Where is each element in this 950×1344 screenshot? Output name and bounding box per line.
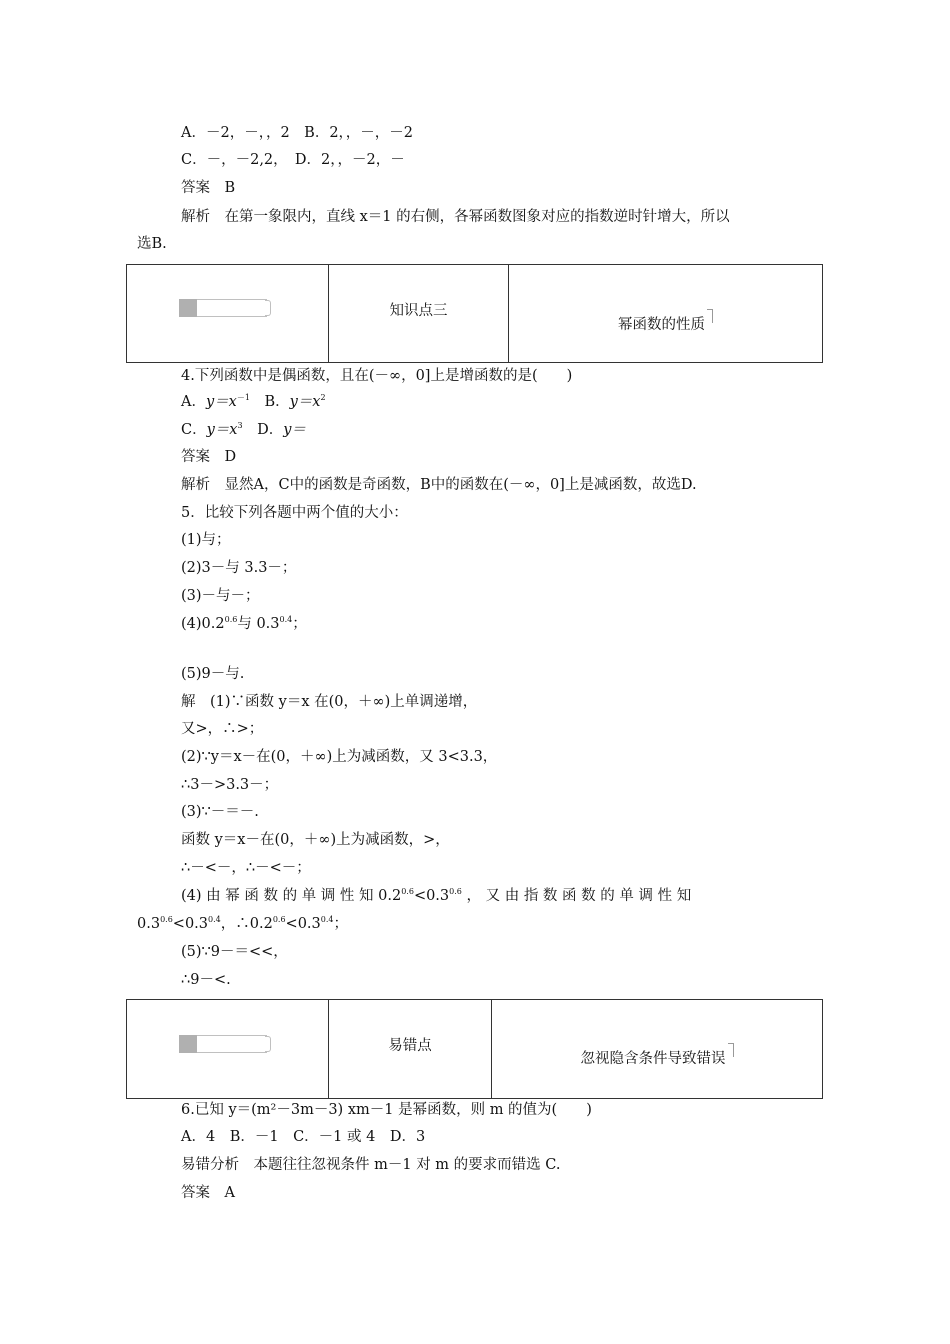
- q5-sol-7: ∴－<－，∴－<－；: [181, 860, 311, 876]
- q3-options-ab: A．－2，－，，2 B．2，，－，－2: [181, 125, 414, 141]
- q3-options-cd: C．－，－2,2， D．2，，－2，－: [181, 152, 405, 168]
- q4-c-prefix: C．: [181, 422, 207, 438]
- q6-stem: 6.已知 y＝(m²－3m－3) xm－1 是幂函数，则 m 的值为( ): [181, 1102, 592, 1118]
- section-label-cell: [329, 265, 509, 362]
- q5-s9-e3: 0.6: [272, 915, 286, 924]
- q5-s9-b: <0.3: [172, 916, 209, 932]
- corner-bracket-icon: [707, 309, 713, 323]
- section-tag-cell: [127, 265, 329, 362]
- q4-analysis: 解析 显然A，C中的函数是奇函数，B中的函数在(－∞，0]上是减函数，故选D.: [181, 477, 697, 493]
- q5-s8-a: (4) 由 幂 函 数 的 单 调 性 知 0.2: [181, 888, 402, 904]
- q5-s9-e: ；: [333, 916, 348, 932]
- q5-part4: [181, 614, 307, 634]
- section-tag-graphic: [179, 299, 273, 317]
- corner-bracket-icon: [728, 1043, 734, 1057]
- q5-part5: (5)9－与.: [181, 666, 245, 682]
- q5-sol-4: ∴3－>3.3－；: [181, 777, 279, 793]
- q5-s9-e2: 0.4: [208, 915, 221, 924]
- q5-sol-11: ∴9－<.: [181, 972, 231, 988]
- q5-s8-b: <0.3: [413, 888, 450, 904]
- q4-c-exp: 3: [237, 421, 243, 430]
- q5-sol-8: [181, 886, 691, 906]
- q4-a-expr: y＝x: [205, 394, 237, 410]
- section-title-wrap: [492, 1043, 822, 1068]
- q5-s9-e1: 0.6: [160, 915, 173, 924]
- section-header-knowledge-3: [126, 264, 823, 363]
- q5-s9-e4: 0.4: [320, 915, 334, 924]
- section-title: 幂函数的性质: [618, 317, 705, 333]
- q4-d-expr: y＝: [283, 422, 306, 438]
- q5-sol-9: [137, 914, 348, 934]
- section-title-wrap: [509, 309, 822, 334]
- q5-s8-e1: 0.6: [401, 887, 414, 896]
- q5-p4-e2: 0.4: [279, 615, 293, 624]
- section-title-cell: [509, 265, 822, 362]
- q5-p4-e1: 0.6: [224, 615, 238, 624]
- q6-options: A．4 B．－1 C．－1 或 4 D．3: [181, 1129, 426, 1145]
- q5-part1: (1)与；: [181, 532, 231, 548]
- q4-options-cd: [181, 420, 306, 440]
- q5-p4-b: 与 0.3: [237, 616, 280, 632]
- q5-stem: 5．比较下列各题中两个值的大小：: [181, 505, 408, 521]
- section-title: 忽视隐含条件导致错误: [580, 1051, 726, 1067]
- q5-s9-c: ，∴0.2: [220, 916, 273, 932]
- q5-sol-5: (3)∵－＝－.: [181, 804, 259, 820]
- q4-c-expr: y＝x: [206, 422, 238, 438]
- q3-analysis-line2: 选B.: [137, 236, 167, 252]
- q5-s9-a: 0.3: [137, 916, 161, 932]
- q5-p4-a: (4)0.2: [181, 616, 225, 632]
- q4-options-ab: [181, 392, 326, 412]
- section-label: 知识点三: [389, 303, 448, 319]
- q3-analysis-line1: 解析 在第一象限内，直线 x＝1 的右侧，各幂函数图象对应的指数逆时针增大，所以: [181, 209, 730, 225]
- q5-sol-2: 又>，∴>；: [181, 721, 264, 737]
- q4-d-prefix: D．: [242, 422, 284, 438]
- section-tag-cell: [127, 1000, 329, 1098]
- q5-s8-c: ， 又 由 指 数 函 数 的 单 调 性 知: [461, 888, 692, 904]
- section-label-cell: [329, 1000, 492, 1098]
- q5-sol-3: (2)∵y＝x－在(0，＋∞)上为减函数，又 3<3.3，: [181, 749, 498, 765]
- q4-answer: 答案 D: [181, 449, 237, 465]
- q5-s8-e2: 0.6: [449, 887, 462, 896]
- q6-analysis: 易错分析 本题往往忽视条件 m－1 对 m 的要求而错选 C.: [181, 1157, 561, 1173]
- section-label: 易错点: [388, 1038, 432, 1054]
- q3-answer: 答案 B: [181, 180, 236, 196]
- q5-p4-c: ；: [292, 616, 307, 632]
- q4-b-exp: 2: [320, 393, 326, 402]
- q4-stem: 4.下列函数中是偶函数，且在(－∞，0]上是增函数的是( ): [181, 368, 573, 384]
- q5-part2: (2)3－与 3.3－；: [181, 560, 297, 576]
- q6-answer: 答案 A: [181, 1185, 235, 1201]
- q4-a-exp: －1: [236, 393, 250, 402]
- q5-part3: (3)－与－；: [181, 588, 260, 604]
- section-header-error-prone: [126, 999, 823, 1099]
- q4-b-expr: y＝x: [289, 394, 321, 410]
- q5-sol-6: 函数 y＝x－在(0，＋∞)上为减函数，>，: [181, 832, 450, 848]
- q4-a-prefix: A．: [181, 394, 206, 410]
- q5-sol-1: 解 (1)∵函数 y＝x 在(0，＋∞)上单调递增，: [181, 694, 478, 710]
- q5-sol-10: (5)∵9－＝<<，: [181, 944, 288, 960]
- section-tag-graphic: [179, 1035, 273, 1053]
- q5-s9-d: <0.3: [285, 916, 321, 932]
- q4-b-prefix: B．: [249, 394, 290, 410]
- section-title-cell: [492, 1000, 822, 1098]
